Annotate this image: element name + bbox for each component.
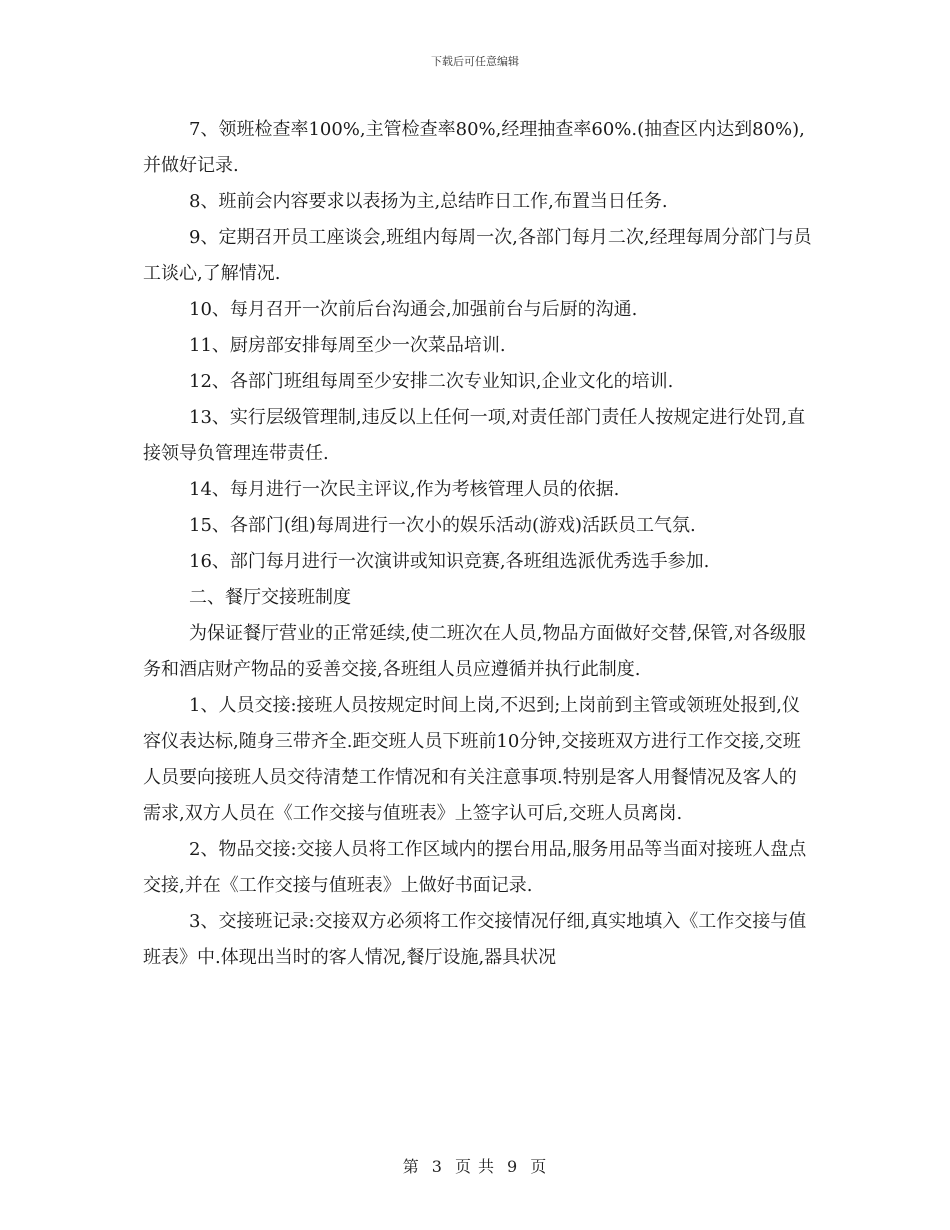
handover-item-2: 2、物品交接:交接人员将工作区域内的摆台用品,服务用品等当面对接班人盘点交接,并在《工作交接与值班表》上做好书面记录. — [143, 839, 807, 896]
footer-suffix: 页 — [530, 1157, 548, 1176]
paragraph-item-8: 8、班前会内容要求以表扬为主,总结昨日工作,布置当日任务. — [189, 191, 668, 212]
page-number: 3 — [431, 1157, 443, 1176]
document-body — [143, 112, 813, 976]
paragraph-item-9: 9、定期召开员工座谈会,班组内每周一次,各部门每月二次,经理每周分部门与员工谈心,了解情况. — [143, 227, 812, 284]
footer-middle: 页 共 — [454, 1157, 496, 1176]
handover-item-1: 1、人员交接:接班人员按规定时间上岗,不迟到;上岗前到主管或领班处报到,仪容仪表达标,随身三带齐全.距交班人员下班前10分钟,交接班双方进行工作交接,交班人员要向接班人员交待清楚工作情况和有关注意事项.特别是客人用餐情况及客人的需求,双方人员在《工作交接与值班表》上签字认可后,交班人员离岗. — [143, 695, 801, 824]
paragraph-item-13: 13、实行层级管理制,违反以上任何一项,对责任部门责任人按规定进行处罚,直接领导负管理连带责任. — [143, 407, 806, 464]
paragraph-item-12: 12、各部门班组每周至少安排二次专业知识,企业文化的培训. — [189, 371, 674, 392]
page-header: 下载后可任意编辑 — [431, 55, 519, 68]
section-intro: 为保证餐厅营业的正常延续,使二班次在人员,物品方面做好交替,保管,对各级服务和酒店财产物品的妥善交接,各班组人员应遵循并执行此制度. — [143, 623, 806, 680]
paragraph-item-15: 15、各部门(组)每周进行一次小的娱乐活动(游戏)活跃员工气氛. — [189, 515, 696, 536]
paragraph-item-11: 11、厨房部安排每周至少一次菜品培训. — [189, 335, 506, 356]
paragraph-item-10: 10、每月召开一次前后台沟通会,加强前台与后厨的沟通. — [189, 299, 638, 320]
handover-item-3: 3、交接班记录:交接双方必须将工作交接情况仔细,真实地填入《工作交接与值班表》中.体现出当时的客人情况,餐厅设施,器具状况 — [143, 911, 807, 968]
paragraph-item-7: 7、领班检查率100%,主管检查率80%,经理抽查率60%.(抽查区内达到80%),并做好记录. — [143, 119, 805, 176]
footer-prefix: 第 — [402, 1157, 420, 1176]
section-heading: 二、餐厅交接班制度 — [189, 587, 351, 608]
paragraph-item-14: 14、每月进行一次民主评议,作为考核管理人员的依据. — [189, 479, 620, 500]
paragraph-item-16: 16、部门每月进行一次演讲或知识竞赛,各班组选派优秀选手参加. — [189, 551, 710, 572]
page-footer — [0, 1154, 950, 1177]
total-pages: 9 — [507, 1157, 519, 1176]
